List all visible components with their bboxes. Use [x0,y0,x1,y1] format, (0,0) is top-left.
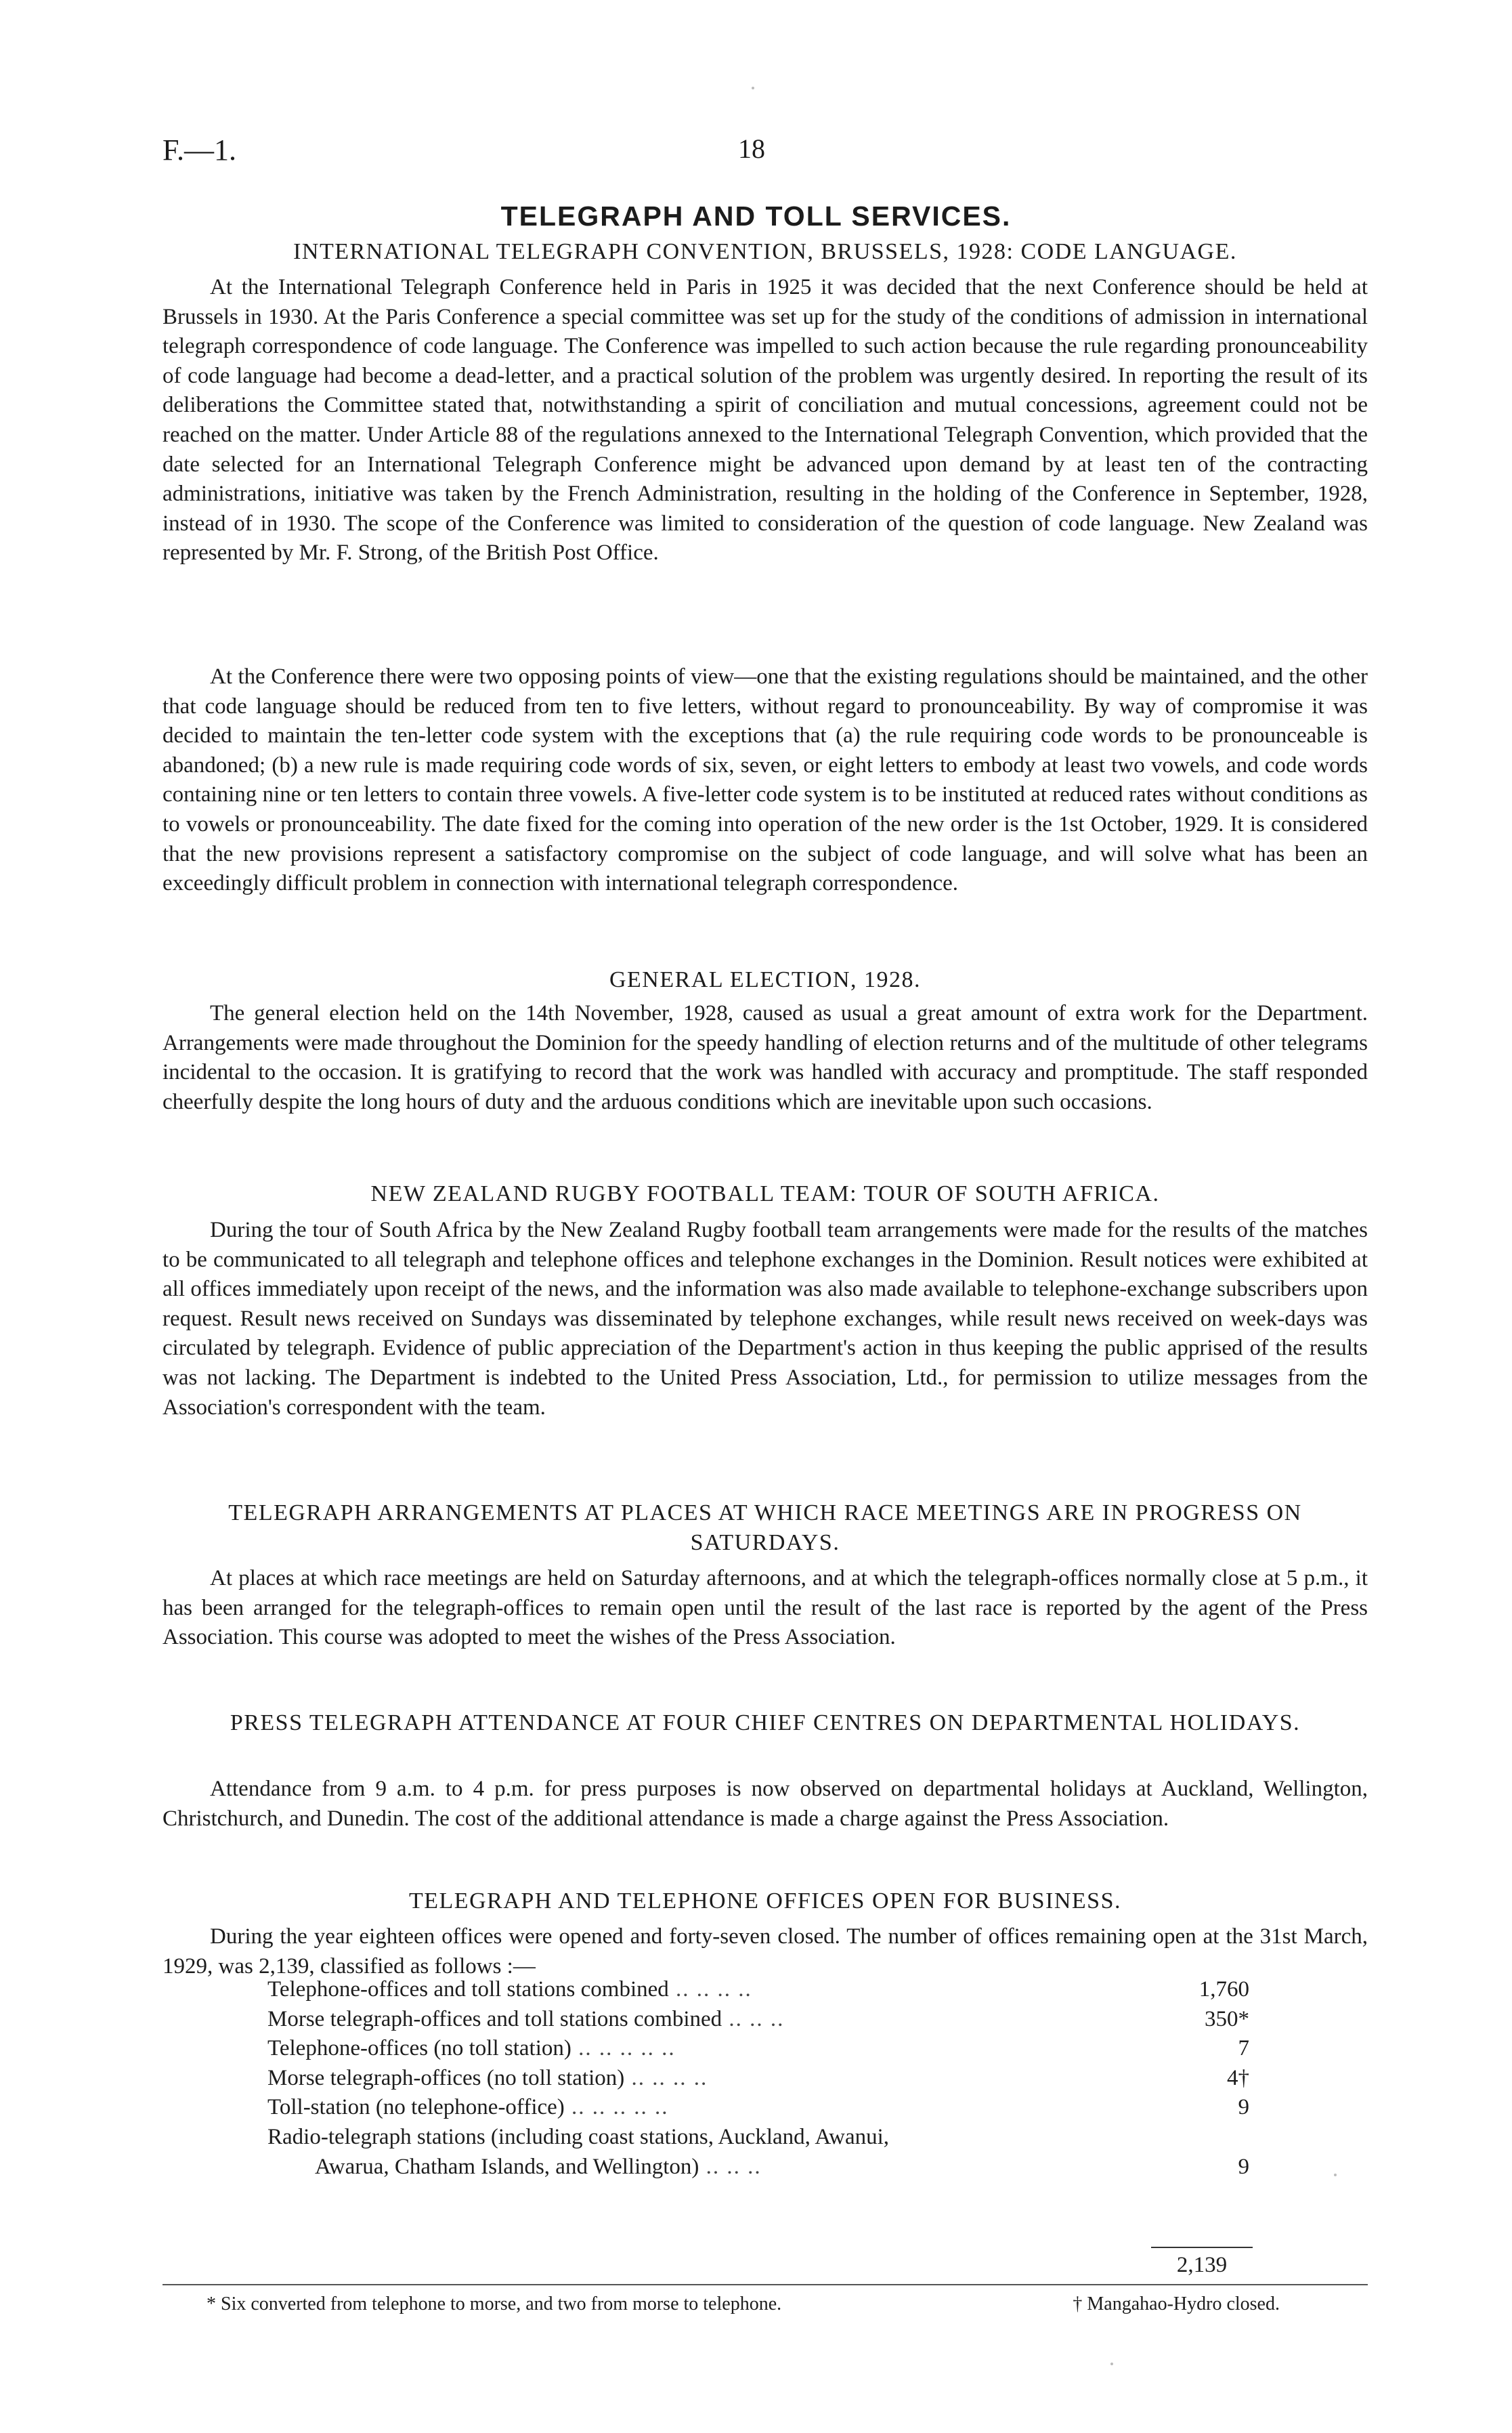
footnotes [207,2293,1368,2315]
row-label: Radio-telegraph stations (including coast stations, Auckland, Awanui, [267,2124,890,2149]
row-label: Morse telegraph-offices and toll stations combined [267,2006,722,2031]
table-row [267,2153,1263,2182]
table-row [267,2005,1263,2035]
offices-classification-table [267,1975,1263,2182]
dot-leader: .. .. .. [699,2154,762,2179]
row-value: 1,760 [1198,1977,1249,2002]
scan-speck [1334,2174,1337,2176]
paragraph-race-meetings: At places at which race meetings are held on Saturday afternoons, and at which the telegraph-offices normally close at 5 p.m., it has been arranged for the telegraph-offices to remain open until the result of the last race is reported by the agent of the Press Association. This course was adopted to meet the wishes of the Press Association. [163,1566,1368,1650]
section-heading-rugby-tour: NEW ZEALAND RUGBY FOOTBALL TEAM: TOUR OF SOUTH AFRICA. [370,1181,1160,1206]
footnote-dagger: † Mangahao-Hydro closed. [1073,2293,1280,2314]
paragraph-code-language-2: At the Conference there were two opposing points of view—one that the existing regulations should be maintained, and the other that code language should be reduced from ten to five letters, without regard to pronounceability. By way of compromise it was decided to maintain the ten-letter code system with the exceptions that (a) the rule requiring code words to be pronounceable is abandoned; (b) a new rule is made requiring code words of six, seven, or eight letters to embody at least two vowels, and code words containing nine or ten letters to contain three vowels. A five-letter code system is to be instituted at reduced rates without conditions as to vowels or pronounceability. The date fixed for the coming into operation of the new order is the 1st October, 1929. It is considered that the new provisions represent a satisfactory compromise on the subject of code language, and will solve what has been an exceedingly difficult problem in connection with international telegraph correspondence. [163,664,1368,896]
dot-leader: .. .. .. .. [624,2065,708,2090]
footnote-divider [163,2284,1368,2285]
row-value: 9 [1238,2154,1249,2179]
section-heading-code-language: INTERNATIONAL TELEGRAPH CONVENTION, BRUSSELS, 1928: CODE LANGUAGE. [293,239,1237,264]
total-rule [1151,2247,1253,2248]
row-label: Morse telegraph-offices (no toll station) [267,2065,625,2090]
page-number: 18 [738,133,765,164]
table-row [267,2064,1263,2094]
paragraph-press-attendance: Attendance from 9 a.m. to 4 p.m. for press purposes is now observed on departmental holidays at Auckland, Wellington, Christchurch, and Dunedin. The cost of the additional attendance is made a charge against the Press Association. [163,1777,1368,1831]
footnote-asterisk: * Six converted from telephone to morse, and two from morse to telephone. [207,2293,782,2314]
section-heading-general-election: GENERAL ELECTION, 1928. [609,967,922,992]
document-reference: F.—1. [163,133,236,167]
row-label: Telephone-offices and toll stations combined [267,1977,669,2002]
row-value: 4† [1227,2065,1249,2090]
row-label: Toll-station (no telephone-office) [267,2095,565,2120]
table-row [267,2093,1263,2123]
section-heading-race-meetings: TELEGRAPH ARRANGEMENTS AT PLACES AT WHICH RACE MEETINGS ARE IN PROGRESS ON SATURDAYS. [228,1500,1302,1555]
dot-leader: .. .. .. .. [668,1977,752,2002]
paragraph-code-language-1: At the International Telegraph Conference held in Paris in 1925 it was decided that the next Conference should be held at Brussels in 1930. At the Paris Conference a special committee was set up for the study of the conditions of admission in international telegraph correspondence of code language. The Conference was impelled to such action because the rule regarding pronounceability of code language had become a dead-letter, and a practical solution of the problem was urgently desired. In reporting the result of its deliberations the Committee stated that, notwithstanding a spirit of conciliation and mutual concessions, agreement could not be reached on the matter. Under Article 88 of the regulations annexed to the International Telegraph Convention, which provided that the date selected for an International Telegraph Conference might be advanced upon demand by at least ten of the contracting administrations, initiative was taken by the French Administration, resulting in the holding of the Conference in September, 1928, instead of in 1930. The scope of the Conference was limited to consideration of the question of code language. New Zealand was represented by Mr. F. Strong, of the British Post Office. [163,275,1368,566]
scan-speck [1110,2363,1113,2365]
paragraph-rugby-tour: During the tour of South Africa by the New Zealand Rugby football team arrangements were made for the results of the matches to be communicated to all telegraph and telephone offices and telephone exchanges in the Dominion. Result notices were exhibited at all offices immediately upon receipt of the news, and the information was also made available to telephone-exchange subscribers upon request. Result news received on Sundays was disseminated by telephone exchanges, while result news received on week-days was circulated by telegraph. Evidence of public appreciation of the Department's action in thus keeping the public apprised of the results was not lacking. The Department is indebted to the United Press Association, Ltd., for permission to utilize messages from the Association's correspondent with the team. [163,1218,1368,1420]
paragraph-offices-open: During the year eighteen offices were opened and forty-seven closed. The number of offices remaining open at the 31st March, 1929, was 2,139, classified as follows :— [163,1924,1368,1979]
row-label: Telephone-offices (no toll station) [267,2036,571,2061]
scan-speck [752,87,754,89]
dot-leader: .. .. .. .. .. [564,2095,669,2120]
section-heading-offices-open: TELEGRAPH AND TELEPHONE OFFICES OPEN FOR BUSINESS. [409,1888,1121,1913]
section-heading-press-attendance: PRESS TELEGRAPH ATTENDANCE AT FOUR CHIEF CENTRES ON DEPARTMENTAL HOLIDAYS. [230,1710,1301,1735]
paragraph-general-election: The general election held on the 14th November, 1928, caused as usual a great amount of extra work for the Department. Arrangements were made throughout the Dominion for the speedy handling of election returns and of the multitude of other telegrams incidental to the occasion. It is gratifying to record that the work was handled with accuracy and promptitude. The staff responded cheerfully despite the long hours of duty and the arduous conditions which are inevitable upon such occasions. [163,1001,1368,1114]
table-row [267,1975,1263,2005]
row-value: 9 [1238,2095,1249,2120]
dot-leader: .. .. .. .. .. [571,2036,676,2061]
page-title: TELEGRAPH AND TOLL SERVICES. [500,200,1012,232]
table-row [267,2034,1263,2064]
table-row [267,2123,1263,2153]
row-value: 350* [1205,2006,1249,2031]
dot-leader: .. .. .. [722,2006,785,2031]
row-value: 7 [1238,2036,1249,2061]
table-total: 2,139 [1176,2253,1228,2277]
row-label: Awarua, Chatham Islands, and Wellington) [315,2154,699,2179]
